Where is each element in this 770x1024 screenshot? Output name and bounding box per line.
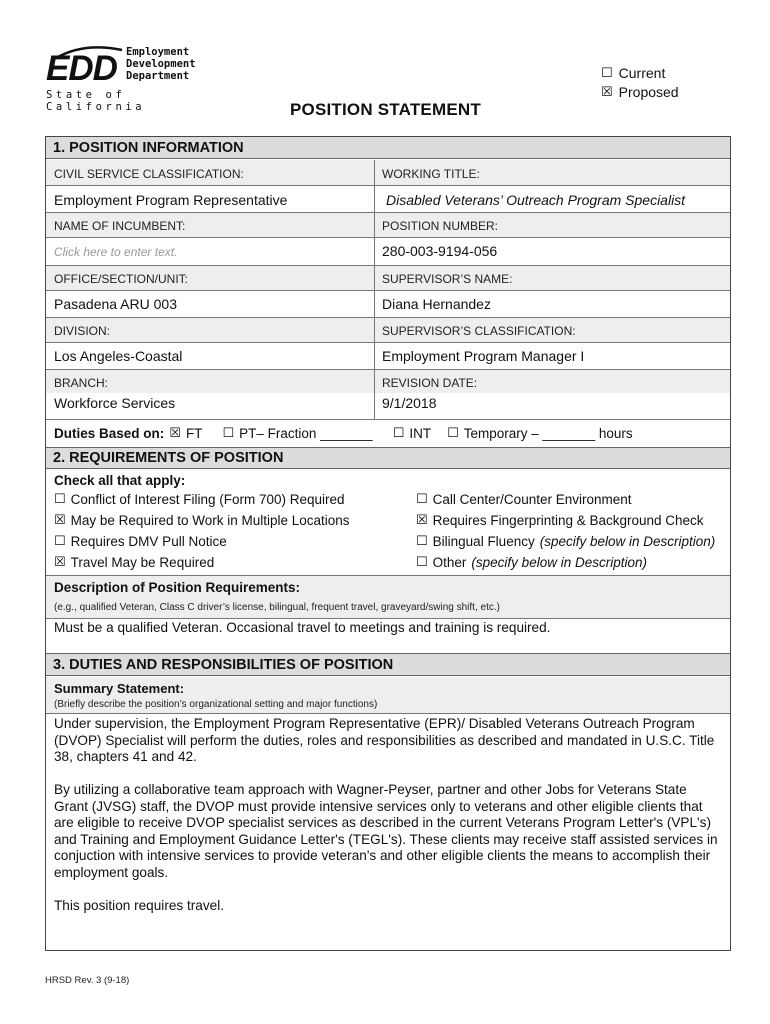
req-label: Requires Fingerprinting & Background Check (432, 513, 704, 528)
pt-label: PT– Fraction _______ (239, 426, 373, 441)
duties-based-label: Duties Based on: (54, 426, 165, 441)
temporary-label: Temporary – _______ hours (463, 426, 633, 441)
position-number-value[interactable]: 280-003-9194-056 (382, 243, 498, 259)
req-checkbox[interactable]: ☒ (54, 555, 66, 570)
req-note: (specify below in Description) (539, 534, 716, 549)
revision-label: REVISION DATE: (382, 376, 478, 390)
req-multiple-locations[interactable] (54, 513, 350, 528)
incumbent-label: NAME OF INCUMBENT: (54, 219, 186, 233)
divider (46, 290, 730, 291)
current-checkbox[interactable]: ☐ (601, 66, 613, 81)
summary-label: Summary Statement: (54, 681, 185, 696)
req-checkbox[interactable]: ☐ (416, 534, 428, 549)
section-2-header: 2. REQUIREMENTS OF POSITION (46, 447, 730, 469)
ft-checkbox[interactable]: ☒ (169, 426, 181, 441)
req-label: Travel May be Required (70, 555, 215, 570)
desc-value[interactable]: Must be a qualified Veteran. Occasional travel to meetings and training is required. (54, 620, 551, 635)
branch-value[interactable]: Workforce Services (54, 395, 176, 411)
division-value[interactable]: Los Angeles-Coastal (54, 348, 183, 364)
req-travel[interactable] (54, 555, 214, 570)
temporary-checkbox[interactable]: ☐ (447, 426, 459, 441)
office-value[interactable]: Pasadena ARU 003 (54, 296, 177, 312)
summary-hint: (Briefly describe the position’s organizational setting and major functions) (54, 699, 378, 710)
req-fingerprinting[interactable] (416, 513, 704, 528)
section-3-header: 3. DUTIES AND RESPONSIBILITIES OF POSITION (46, 653, 730, 676)
branch-label: BRANCH: (54, 376, 109, 390)
check-all-label: Check all that apply: (54, 473, 186, 488)
position-statement-form (45, 136, 731, 951)
revision-value[interactable]: 9/1/2018 (382, 395, 437, 411)
req-label: Other (432, 555, 467, 570)
proposed-label: Proposed (618, 84, 679, 100)
divider (46, 237, 730, 238)
ft-label: FT (185, 426, 203, 441)
civil-service-label: CIVIL SERVICE CLASSIFICATION: (54, 167, 244, 181)
divider (46, 713, 730, 714)
req-checkbox[interactable]: ☒ (416, 513, 428, 528)
req-checkbox[interactable]: ☐ (416, 492, 428, 507)
req-conflict-of-interest[interactable] (54, 492, 345, 507)
current-label: Current (618, 65, 666, 81)
supervisor-class-label: SUPERVISOR’S CLASSIFICATION: (382, 324, 576, 338)
logo-state: State of California (44, 89, 210, 113)
summary-paragraph-2[interactable]: By utilizing a collaborative team approach with Wagner-Peyser, partner and other Jobs for Veterans State Grant (JVSG) staff, the DVOP must provide intensive services only to veterans and other eligible clients that are eligible to receive DVOP specialist services as described in the current Veterans Program Letter's (VPL's) and Training and Employment Guidance Letter's (TEGL's). These clients may receive staff assisted services in conjuction with intensive services to provide veteran's and other eligible clients the means to accomplish their employment goals. (54, 782, 718, 880)
working-title-label: WORKING TITLE: (382, 167, 480, 181)
division-label: DIVISION: (54, 324, 111, 338)
divider (46, 342, 730, 343)
desc-hint: (e.g., qualified Veteran, Class C driver’s license, bilingual, frequent travel, graveyard/swing shift, etc.) (54, 602, 500, 613)
divider (46, 618, 730, 619)
divider (46, 185, 730, 186)
proposed-option[interactable] (601, 83, 679, 102)
working-title-value[interactable]: Disabled Veterans’ Outreach Program Specialist (386, 192, 686, 208)
civil-service-value[interactable]: Employment Program Representative (54, 192, 288, 208)
office-label: OFFICE/SECTION/UNIT: (54, 272, 189, 286)
status-options (601, 64, 679, 102)
logo-mark: EDD (46, 49, 117, 88)
position-number-label: POSITION NUMBER: (382, 219, 499, 233)
req-label: Conflict of Interest Filing (Form 700) Required (70, 492, 345, 507)
proposed-checkbox[interactable]: ☒ (601, 85, 613, 100)
req-checkbox[interactable]: ☐ (54, 492, 66, 507)
req-call-center[interactable] (416, 492, 632, 507)
supervisor-name-label: SUPERVISOR’S NAME: (382, 272, 513, 286)
incumbent-input[interactable]: Click here to enter text. (54, 245, 178, 259)
req-dmv-pull-notice[interactable] (54, 534, 227, 549)
edd-logo (44, 44, 214, 113)
divider (46, 419, 730, 420)
req-label: May be Required to Work in Multiple Locations (70, 513, 350, 528)
duties-based-row (54, 426, 633, 441)
logo-department-name: Employment Development Department (126, 46, 196, 82)
req-label: Call Center/Counter Environment (432, 492, 632, 507)
req-note: (specify below in Description) (471, 555, 647, 570)
summary-paragraph-1[interactable]: Under supervision, the Employment Program Representative (EPR)/ Disabled Veterans Outreach Program (DVOP) Specialist will perform the duties, roles and responsibilities as described and mandated in U.S.C. Title 38, chapters 41 and 42. (54, 716, 715, 764)
supervisor-name-value[interactable]: Diana Hernandez (382, 296, 491, 312)
supervisor-class-value[interactable]: Employment Program Manager I (382, 348, 585, 364)
pt-checkbox[interactable]: ☐ (222, 426, 235, 441)
desc-label: Description of Position Requirements: (54, 580, 301, 595)
section-1-header: 1. POSITION INFORMATION (46, 137, 730, 159)
current-option[interactable] (601, 64, 679, 83)
page-title: POSITION STATEMENT (290, 100, 481, 119)
form-revision-footer: HRSD Rev. 3 (9-18) (45, 975, 130, 986)
column-divider (374, 160, 375, 419)
req-other[interactable] (416, 555, 647, 570)
summary-paragraph-3[interactable]: This position requires travel. (54, 898, 224, 913)
req-label: Requires DMV Pull Notice (70, 534, 227, 549)
req-bilingual[interactable] (416, 534, 715, 549)
req-label: Bilingual Fluency (432, 534, 535, 549)
req-checkbox[interactable]: ☐ (416, 555, 428, 570)
req-checkbox[interactable]: ☐ (54, 534, 66, 549)
int-label: INT (409, 426, 432, 441)
int-checkbox[interactable]: ☐ (392, 426, 405, 441)
req-checkbox[interactable]: ☒ (54, 513, 66, 528)
